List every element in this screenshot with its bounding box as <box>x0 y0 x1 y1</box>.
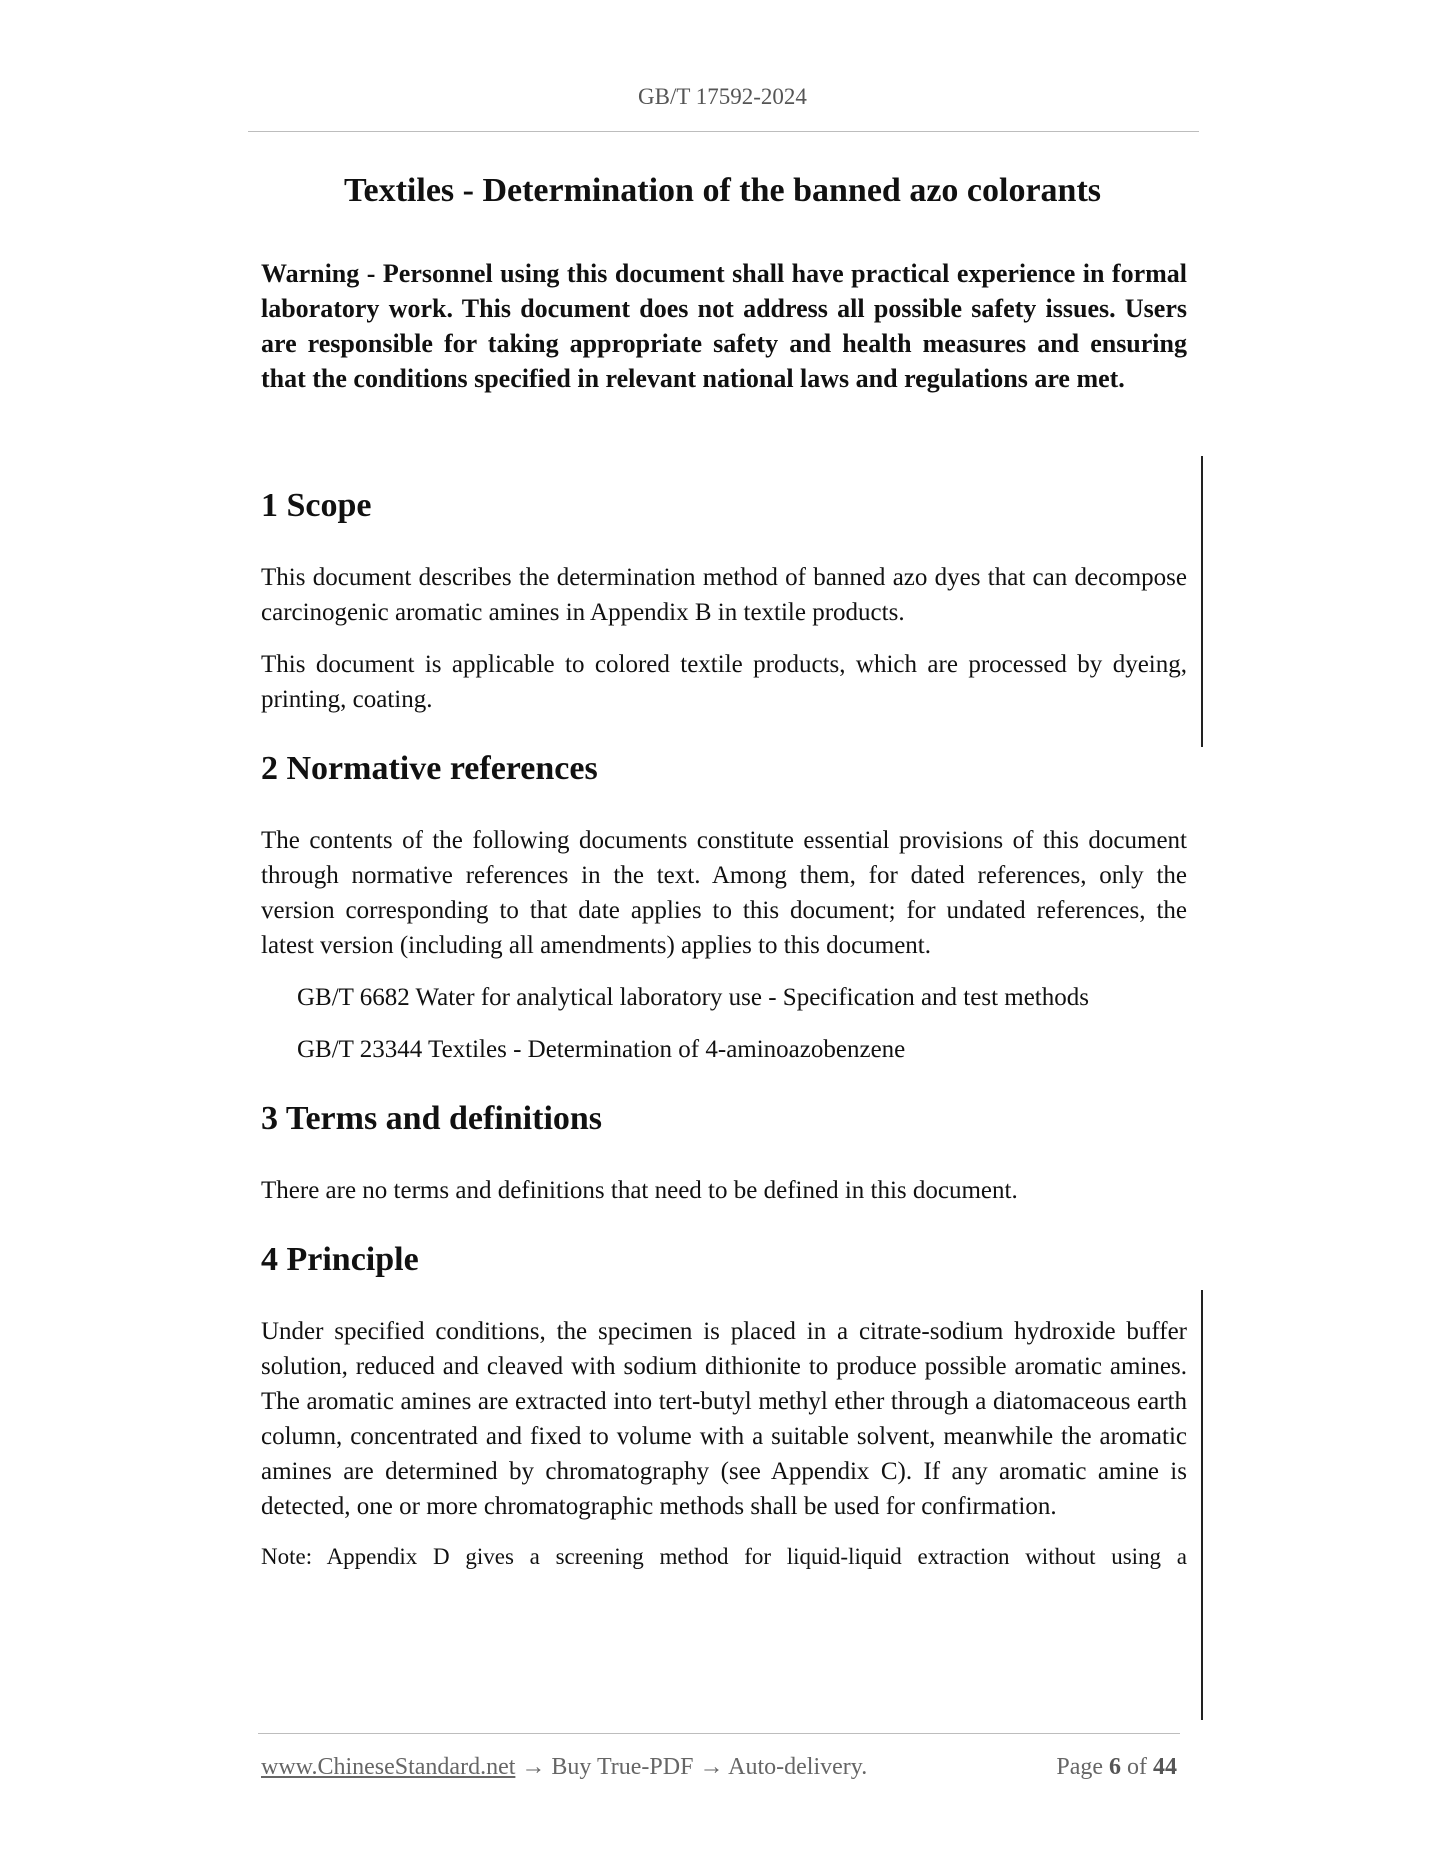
arrow-right-icon: → <box>521 1754 546 1780</box>
standard-code: GB/T 17592-2024 <box>638 84 807 109</box>
reference-item: GB/T 6682 Water for analytical laboratory use - Specification and test methods <box>297 984 1089 1011</box>
section-heading-normative-references: 2 Normative references <box>261 750 598 787</box>
reference-item: GB/T 23344 Textiles - Determination of 4-aminoazobenzene <box>297 1036 906 1063</box>
revision-change-bar <box>1201 1290 1203 1720</box>
arrow-right-icon: → <box>699 1754 724 1780</box>
header-divider <box>248 131 1199 132</box>
footer-promo <box>261 1754 867 1781</box>
current-page-number: 6 <box>1109 1754 1121 1780</box>
document-body <box>261 256 1187 1573</box>
warning-paragraph: Warning - Personnel using this document shall have practical experience in formal laboratory work. This document does not address all possible safety issues. Users are responsible for taking appropriate safety and health measures and ensuring that the conditions specified in relevant national laws and regulations are met. <box>261 259 1187 393</box>
revision-change-bar <box>1201 456 1203 747</box>
website-link[interactable]: www.ChineseStandard.net <box>261 1754 516 1780</box>
normative-references-paragraph: The contents of the following documents constitute essential provisions of this document through normative references in the text. Among them, for dated references, only the version corresponding to that date applies to this document; for undated references, the latest version (including all amendments) applies to this document. <box>261 827 1187 959</box>
principle-note: Note: Appendix D gives a screening method for liquid-liquid extraction without using a <box>261 1544 1187 1569</box>
section-heading-principle: 4 Principle <box>261 1241 419 1278</box>
terms-paragraph: There are no terms and definitions that need to be defined in this document. <box>261 1177 1018 1204</box>
auto-delivery-text: Auto-delivery. <box>728 1754 868 1780</box>
page-number <box>1056 1754 1177 1781</box>
document-title: Textiles - Determination of the banned azo colorants <box>343 172 1102 209</box>
scope-paragraph-1: This document describes the determination method of banned azo dyes that can decompose carcinogenic aromatic amines in Appendix B in textile products. <box>261 564 1187 626</box>
of-label: of <box>1127 1754 1147 1780</box>
section-heading-terms-and-definitions: 3 Terms and definitions <box>261 1100 603 1137</box>
footer-divider <box>258 1733 1180 1734</box>
scope-paragraph-2: This document is applicable to colored textile products, which are processed by dyeing, printing, coating. <box>261 651 1187 713</box>
buy-true-pdf-text: Buy True-PDF <box>551 1754 694 1780</box>
total-pages-number: 44 <box>1153 1754 1177 1780</box>
page-label: Page <box>1056 1754 1103 1780</box>
section-heading-scope: 1 Scope <box>261 487 372 524</box>
principle-paragraph: Under specified conditions, the specimen is placed in a citrate-sodium hydroxide buffer solution, reduced and cleaved with sodium dithionite to produce possible aromatic amines. The aromatic amines are extracted into tert-butyl methyl ether through a diatomaceous earth column, concentrated and fixed to volume with a suitable solvent, meanwhile the aromatic amines are determined by chromatography (see Appendix C). If any aromatic amine is detected, one or more chromatographic methods shall be used for confirmation. <box>261 1318 1187 1520</box>
